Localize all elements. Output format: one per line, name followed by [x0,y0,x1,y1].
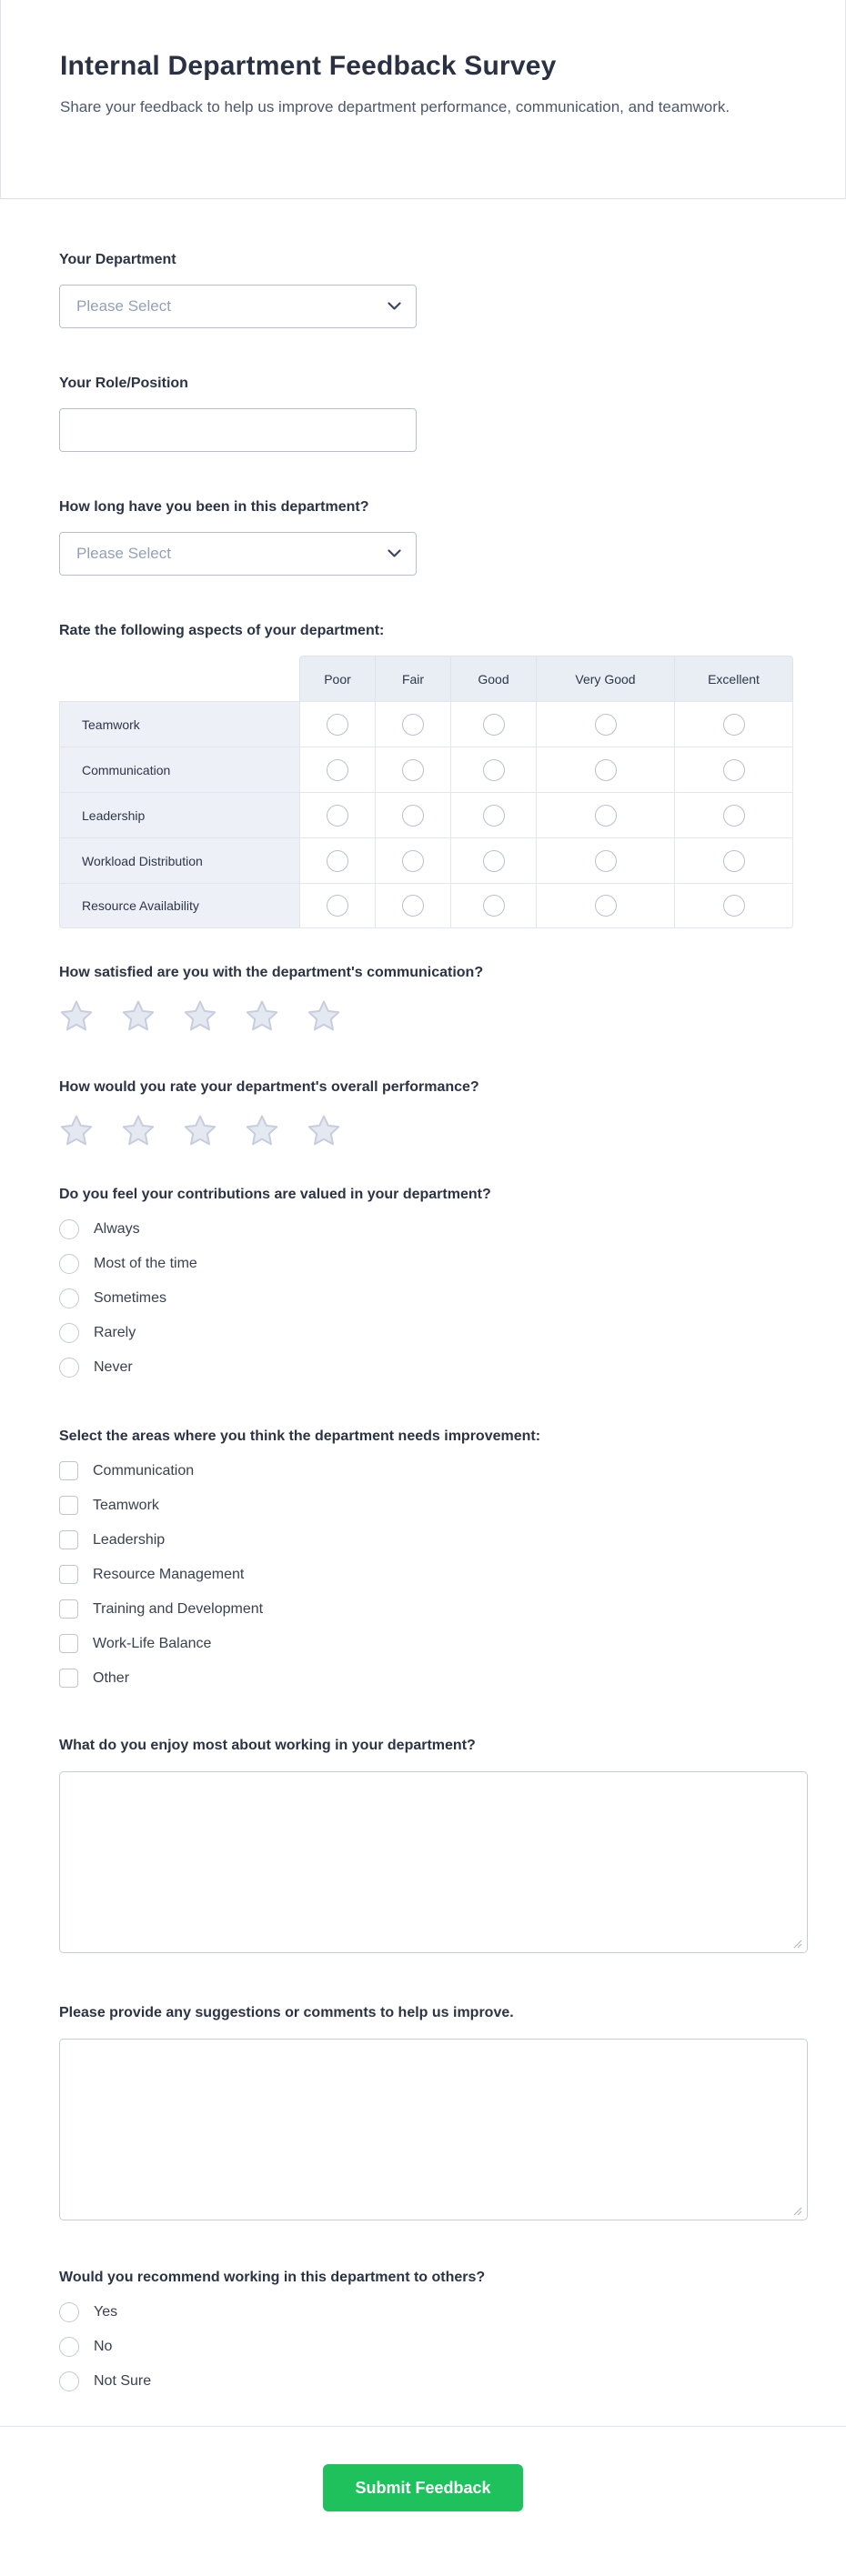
textarea-wrapper [59,2039,808,2225]
form-footer [0,2426,846,2562]
page-title: Internal Department Feedback Survey [60,51,557,81]
star-icon[interactable] [245,1114,279,1147]
star-icon[interactable] [307,1114,341,1147]
radio-option[interactable] [59,1254,808,1274]
radio-option[interactable] [59,2302,808,2322]
star-icon[interactable] [183,1114,217,1147]
star-icon[interactable] [183,999,217,1032]
checkbox-icon[interactable] [59,1669,78,1688]
option-label: Leadership [93,1531,166,1548]
option-label: Always [94,1221,140,1237]
matrix-corner-cell [59,656,299,701]
matrix-radio[interactable] [595,759,617,781]
question-tenure [59,499,808,576]
question-label: Would you recommend working in this department to others? [59,2270,486,2285]
option-label: Never [94,1359,133,1375]
submit-button[interactable]: Submit Feedback [323,2464,523,2511]
option-label: Work-Life Balance [93,1635,212,1651]
checkbox-option[interactable] [59,1496,808,1515]
option-label: Yes [94,2304,118,2320]
matrix-radio[interactable] [723,805,745,827]
matrix-radio[interactable] [723,895,745,917]
question-recommend [59,2270,808,2391]
radio-icon[interactable] [59,2371,79,2391]
question-valued [59,1187,808,1378]
matrix-row-label: Workload Distribution [59,837,299,883]
radio-icon[interactable] [59,1323,79,1343]
matrix-radio[interactable] [327,895,348,917]
question-performance [59,1079,808,1147]
matrix-row-label: Teamwork [59,701,299,747]
question-satisfaction [59,965,808,1032]
radio-option[interactable] [59,2337,808,2357]
question-suggestions [59,2005,808,2225]
star-icon[interactable] [59,1114,94,1147]
star-icon[interactable] [245,999,279,1032]
option-label: No [94,2339,113,2354]
matrix-radio[interactable] [483,805,505,827]
matrix-radio[interactable] [595,850,617,872]
question-role [59,376,808,452]
matrix-radio[interactable] [483,850,505,872]
question-department [59,252,808,328]
chevron-down-icon [388,549,401,558]
textarea-wrapper [59,1771,808,1958]
matrix-radio[interactable] [327,850,348,872]
tenure-select[interactable] [59,532,417,576]
option-label: Most of the time [94,1256,197,1271]
option-label: Teamwork [93,1497,159,1513]
star-rating [59,1114,808,1147]
matrix-radio[interactable] [483,714,505,736]
suggestions-textarea[interactable] [59,2039,808,2220]
checkbox-option[interactable] [59,1599,808,1619]
matrix-row [59,792,793,837]
checkbox-option[interactable] [59,1669,808,1688]
radio-icon[interactable] [59,1219,79,1239]
checkbox-icon[interactable] [59,1599,78,1619]
option-label: Sometimes [94,1290,167,1306]
matrix-radio[interactable] [402,895,424,917]
star-icon[interactable] [307,999,341,1032]
radio-option[interactable] [59,1358,808,1378]
question-improvement [59,1428,808,1688]
matrix-radio[interactable] [402,850,424,872]
checkbox-icon[interactable] [59,1461,78,1480]
page-subtitle: Share your feedback to help us improve department performance, communication, and teamwork. [60,98,730,115]
star-icon[interactable] [121,1114,156,1147]
matrix-radio[interactable] [402,759,424,781]
radio-icon[interactable] [59,1254,79,1274]
radio-icon[interactable] [59,2302,79,2322]
question-label: Select the areas where you think the department needs improvement: [59,1428,541,1444]
matrix-radio[interactable] [483,759,505,781]
matrix-row [59,883,793,928]
matrix-row [59,701,793,747]
radio-icon[interactable] [59,2337,79,2357]
matrix-column-header: Fair [375,656,450,701]
option-label: Other [93,1669,130,1686]
option-label: Training and Development [93,1600,264,1617]
checkbox-icon[interactable] [59,1565,78,1584]
star-icon[interactable] [59,999,94,1032]
matrix-row-label: Communication [59,747,299,792]
radio-group [59,1219,808,1378]
checkbox-icon[interactable] [59,1496,78,1515]
department-select[interactable] [59,285,417,328]
matrix-radio[interactable] [723,714,745,736]
matrix-radio[interactable] [595,805,617,827]
radio-option[interactable] [59,1288,808,1308]
chevron-down-icon [388,302,401,311]
matrix-column-header: Good [450,656,536,701]
matrix-radio[interactable] [327,759,348,781]
question-label: Rate the following aspects of your department: [59,623,385,638]
matrix-radio[interactable] [595,895,617,917]
role-input[interactable] [59,408,417,452]
option-label: Resource Management [93,1566,245,1582]
radio-option[interactable] [59,1219,808,1239]
checkbox-option[interactable] [59,1565,808,1584]
checkbox-group [59,1461,808,1688]
matrix-row [59,747,793,792]
rating-matrix [59,656,793,928]
question-label: Your Role/Position [59,376,188,391]
matrix-header-row [59,656,793,701]
matrix-radio[interactable] [327,805,348,827]
matrix-radio[interactable] [595,714,617,736]
matrix-radio[interactable] [402,714,424,736]
checkbox-option[interactable] [59,1461,808,1480]
checkbox-option[interactable] [59,1530,808,1549]
checkbox-option[interactable] [59,1634,808,1653]
question-label: How would you rate your department's overall performance? [59,1079,479,1095]
matrix-radio[interactable] [723,759,745,781]
radio-group [59,2302,808,2391]
enjoy-textarea[interactable] [59,1771,808,1953]
question-label: Please provide any suggestions or comments to help us improve. [59,2005,514,2020]
question-label: How long have you been in this department? [59,499,369,515]
radio-icon[interactable] [59,1288,79,1308]
matrix-radio[interactable] [402,805,424,827]
question-label: Do you feel your contributions are valued in your department? [59,1187,491,1202]
option-label: Rarely [94,1325,136,1340]
question-label: Your Department [59,252,176,267]
matrix-radio[interactable] [483,895,505,917]
radio-option[interactable] [59,2371,808,2391]
matrix-row-label: Resource Availability [59,883,299,928]
form-body [0,199,846,2391]
matrix-row-label: Leadership [59,792,299,837]
question-matrix [59,623,808,928]
matrix-radio[interactable] [327,714,348,736]
question-label: What do you enjoy most about working in your department? [59,1738,476,1753]
select-placeholder: Please Select [76,545,171,562]
form-header [0,0,846,199]
matrix-column-header: Excellent [674,656,793,701]
checkbox-icon[interactable] [59,1634,78,1653]
matrix-radio[interactable] [723,850,745,872]
radio-icon[interactable] [59,1358,79,1378]
option-label: Communication [93,1462,195,1478]
select-placeholder: Please Select [76,297,171,315]
star-icon[interactable] [121,999,156,1032]
matrix-row [59,837,793,883]
question-label: How satisfied are you with the department's communication? [59,965,484,980]
checkbox-icon[interactable] [59,1530,78,1549]
question-enjoy [59,1738,808,1958]
option-label: Not Sure [94,2373,152,2389]
matrix-column-header: Very Good [536,656,674,701]
star-rating [59,999,808,1032]
matrix-column-header: Poor [299,656,375,701]
radio-option[interactable] [59,1323,808,1343]
